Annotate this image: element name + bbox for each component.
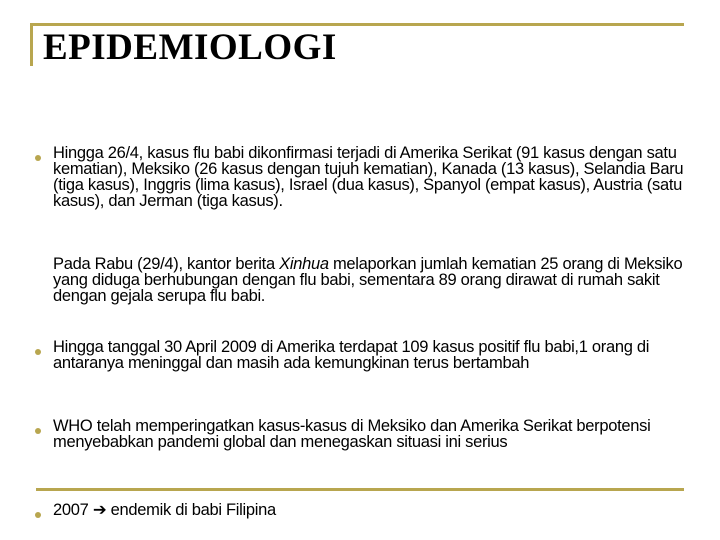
continuation-text-after: melaporkan jumlah kematian 25 orang di Meksiko yang diduga berhubungan dengan flu babi, sementara 89 orang dirawat di rumah sakit dengan gejala serupa flu babi. [53,255,683,305]
bullet-text-4 [53,502,693,518]
bullet-text-2: Hingga tanggal 30 April 2009 di Amerika terdapat 109 kasus positif flu babi,1 orang di antaranya meninggal dan masih ada kemungkinan terus bertambah [53,338,650,372]
title-rule-left [30,23,33,66]
bullet-4-description: endemik di babi Filipina [110,501,276,519]
continuation-text-before: Pada Rabu (29/4), kantor berita [53,255,280,273]
slide-title: EPIDEMIOLOGI [43,27,337,68]
bullet-dot-icon [35,349,41,355]
bullet-dot-icon [35,428,41,434]
footer-rule [36,488,684,491]
bullet-dot-icon [35,512,41,518]
arrow-right-icon: ➔ [92,501,107,519]
bullet-dot-icon [35,155,41,161]
year-label: 2007 [53,501,89,519]
bullet-text-3: WHO telah memperingatkan kasus-kasus di Meksiko dan Amerika Serikat berpotensi menyebabkan pandemi global dan menegaskan situasi ini serius [53,417,651,451]
continuation-text-italic: Xinhua [279,255,329,273]
bullet-continuation-1 [53,256,693,304]
title-rule-top [30,23,684,26]
bullet-text-1: Hingga 26/4, kasus flu babi dikonfirmasi terjadi di Amerika Serikat (91 kasus dengan satu kematian), Meksiko (26 kasus dengan tujuh kematian), Kanada (13 kasus), Selandia Baru (tiga kasus), Inggris (lima kasus), Israel (dua kasus), Spanyol (empat kasus), Austria (satu kasus), dan Jerman (tiga kasus). [53,144,684,210]
